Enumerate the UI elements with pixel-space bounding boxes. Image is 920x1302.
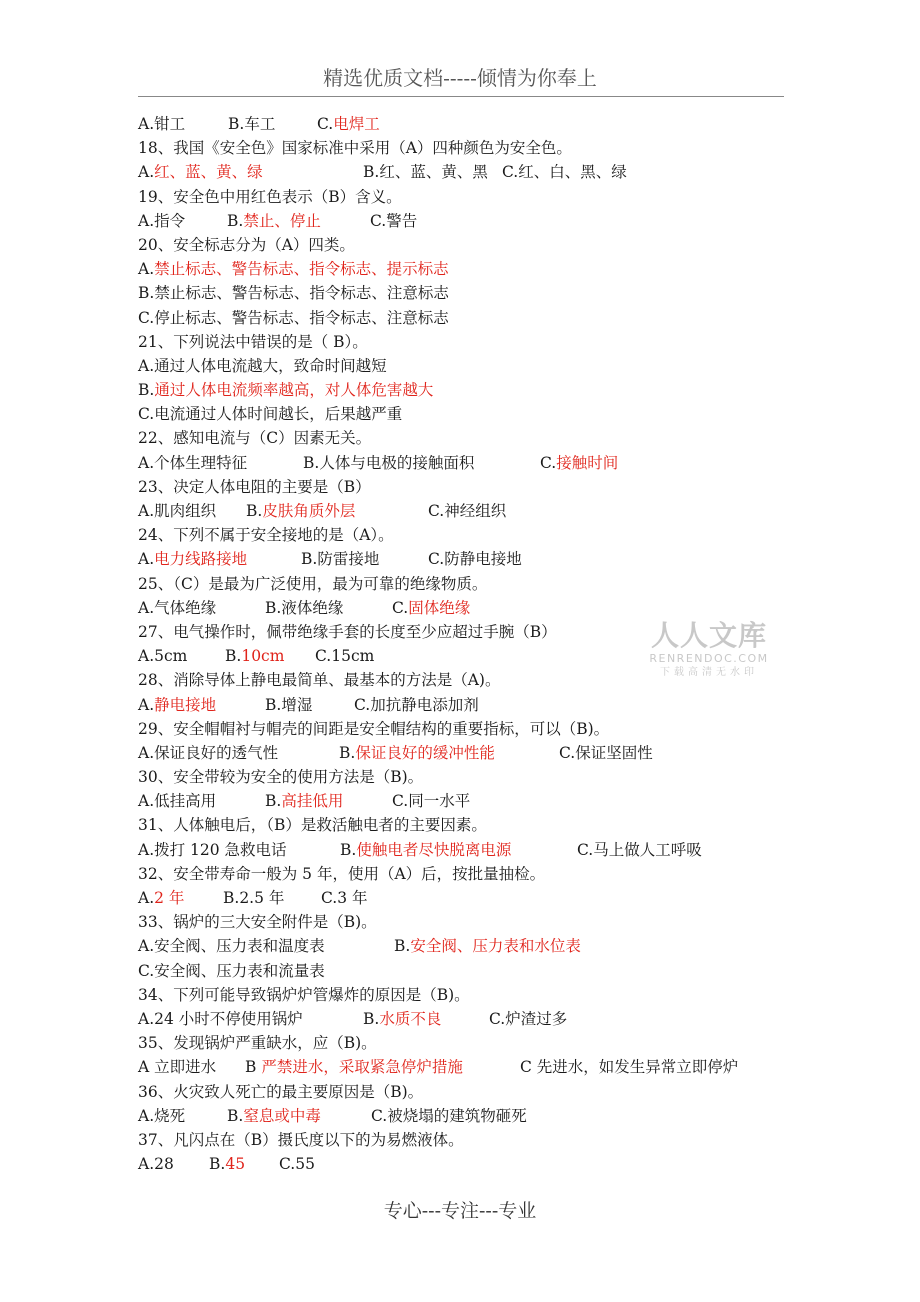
option — [228, 112, 275, 136]
text-line — [138, 1128, 798, 1152]
option-prefix: A.钳工 — [138, 115, 186, 133]
text-line — [138, 475, 798, 499]
correct-answer: 安全阀、压力表和水位表 — [410, 937, 581, 956]
option-prefix: B. — [246, 502, 263, 520]
correct-answer: 固体绝缘 — [408, 598, 471, 617]
option-prefix: A.拨打 120 急救电话 — [138, 840, 287, 859]
option-prefix: 20、安全标志分为（A）四类。 — [138, 235, 355, 254]
option-prefix: A.肌肉组织 — [138, 502, 217, 520]
text-line — [138, 402, 798, 426]
option-prefix: B.红、蓝、黄、黑 — [363, 163, 488, 182]
option-prefix: A.5cm — [138, 647, 188, 666]
option — [227, 209, 321, 233]
text-line — [138, 281, 798, 305]
option-prefix: B. — [340, 840, 357, 859]
option-prefix: C.安全阀、压力表和流量表 — [138, 961, 325, 980]
option — [339, 741, 495, 765]
options-row — [138, 160, 798, 184]
option-prefix: C.加抗静电添加剂 — [354, 695, 479, 714]
line-text — [138, 910, 377, 934]
option-prefix: A.28 — [138, 1155, 174, 1174]
text-line — [138, 233, 798, 257]
text-line — [138, 910, 798, 934]
option-prefix: C.红、白、黑、绿 — [502, 163, 627, 182]
option-prefix: C.神经组织 — [428, 502, 507, 520]
option — [540, 451, 618, 475]
option — [392, 596, 470, 620]
text-line — [138, 306, 798, 330]
options-row — [138, 1152, 798, 1176]
correct-answer: 禁止标志、警告标志、指令标志、提示标志 — [154, 260, 449, 279]
correct-answer: 严禁进水，采取紧急停炉措施 — [261, 1058, 463, 1077]
line-text — [138, 959, 325, 983]
options-row — [138, 1104, 798, 1128]
line-text — [138, 620, 557, 644]
options-row — [138, 596, 798, 620]
correct-answer: 通过人体电流频率越高，对人体危害越大 — [154, 381, 434, 400]
option-prefix: A.气体绝缘 — [138, 598, 217, 617]
option — [138, 838, 287, 862]
option — [223, 886, 284, 910]
options-row — [138, 1055, 798, 1079]
option-prefix: A. — [138, 260, 155, 279]
option — [138, 934, 325, 958]
option-prefix: A.低挂高用 — [138, 792, 217, 811]
watermark-logo — [644, 620, 774, 680]
option — [489, 1007, 567, 1031]
option — [321, 886, 368, 910]
option-prefix: 31、人体触电后，（B）是救活触电者的主要因素。 — [138, 816, 487, 835]
options-row — [138, 741, 798, 765]
option-prefix: 24、下列不属于安全接地的是（A）。 — [138, 526, 394, 545]
option — [138, 547, 247, 571]
text-line — [138, 813, 798, 837]
option-prefix: A. — [138, 163, 155, 182]
option-prefix: 28、消除导体上静电最简单、最基本的方法是（A)。 — [138, 671, 501, 690]
option-prefix: 19、安全色中用红色表示（B）含义。 — [138, 187, 402, 206]
option-prefix: B. — [227, 1106, 244, 1125]
option-prefix: C.警告 — [370, 211, 418, 230]
option — [363, 160, 488, 184]
option-prefix: 33、锅炉的三大安全附件是（B)。 — [138, 913, 377, 932]
option-prefix: 30、安全带较为安全的使用方法是（B)。 — [138, 768, 424, 787]
option-prefix: B. — [209, 1155, 226, 1174]
option-prefix: A 立即进水 — [138, 1058, 217, 1077]
options-row — [138, 693, 798, 717]
options-row — [138, 789, 798, 813]
option-prefix: A.指令 — [138, 211, 186, 230]
option-prefix: A.个体生理特征 — [138, 453, 248, 472]
option — [394, 934, 581, 958]
option-prefix: C.同一水平 — [392, 792, 471, 811]
option — [265, 789, 343, 813]
option-prefix: A.安全阀、压力表和温度表 — [138, 937, 325, 956]
line-text — [138, 426, 371, 450]
text-line — [138, 862, 798, 886]
text-line — [138, 959, 798, 983]
option-prefix: C.防静电接地 — [428, 550, 522, 569]
option-prefix: 29、安全帽帽衬与帽壳的间距是安全帽结构的重要指标，可以（B)。 — [138, 719, 610, 738]
watermark-url: RENRENDOC.COM — [649, 652, 769, 665]
correct-answer: 水质不良 — [379, 1009, 442, 1028]
line-text — [138, 1080, 423, 1104]
text-line — [138, 354, 798, 378]
option-prefix: 25、（C）是最为广泛使用，最为可靠的绝缘物质。 — [138, 574, 488, 593]
option — [138, 644, 187, 668]
correct-answer: 2 年 — [154, 889, 185, 907]
text-line — [138, 136, 798, 160]
line-text — [138, 983, 470, 1007]
option-prefix: B. — [225, 647, 242, 666]
option — [225, 644, 284, 668]
option-prefix: B.液体绝缘 — [265, 598, 344, 617]
option — [301, 547, 379, 571]
option — [138, 886, 184, 910]
option-prefix: B.2.5 年 — [223, 889, 285, 907]
option-prefix: C.停止标志、警告标志、指令标志、注意标志 — [138, 308, 449, 327]
option — [370, 209, 417, 233]
watermark-title: 人人文库 — [650, 619, 767, 652]
option — [138, 1104, 185, 1128]
options-row — [138, 1007, 798, 1031]
option — [315, 644, 374, 668]
text-line — [138, 185, 798, 209]
text-line — [138, 717, 798, 741]
line-text — [138, 862, 545, 886]
line-text — [138, 281, 449, 305]
option-prefix: C. — [392, 598, 409, 617]
option-prefix: 21、下列说法中错误的是（ B）。 — [138, 332, 368, 351]
correct-answer: 静电接地 — [154, 695, 217, 714]
line-text — [138, 1031, 377, 1055]
option-prefix: B. — [339, 743, 356, 762]
option-prefix: C.保证坚固性 — [559, 743, 653, 762]
option-prefix: C.15cm — [315, 647, 375, 666]
option-prefix: C.炉渣过多 — [489, 1009, 568, 1028]
option-prefix: A.通过人体电流越大，致命时间越短 — [138, 356, 387, 375]
text-line — [138, 983, 798, 1007]
option-prefix: B.防雷接地 — [301, 550, 380, 569]
line-text — [138, 136, 572, 160]
option — [138, 596, 216, 620]
line-text — [138, 306, 449, 330]
header-divider — [138, 96, 784, 97]
option — [520, 1055, 738, 1079]
text-line — [138, 523, 798, 547]
option — [138, 789, 216, 813]
option — [392, 789, 470, 813]
options-row — [138, 838, 798, 862]
options-row — [138, 209, 798, 233]
option — [265, 693, 312, 717]
line-text — [138, 257, 449, 281]
options-row — [138, 451, 798, 475]
options-row — [138, 934, 798, 958]
text-line — [138, 257, 798, 281]
option — [502, 160, 627, 184]
option — [265, 596, 343, 620]
option-prefix: B. — [394, 937, 411, 956]
option-prefix: 35、发现锅炉严重缺水，应（B)。 — [138, 1034, 377, 1053]
option — [428, 547, 522, 571]
correct-answer: 红、蓝、黄、绿 — [154, 163, 263, 182]
option-prefix: A.24 小时不停使用锅炉 — [138, 1009, 303, 1028]
correct-answer: 窒息或中毒 — [243, 1106, 321, 1125]
option-prefix: A.烧死 — [138, 1106, 186, 1125]
option-prefix: B. — [265, 792, 282, 811]
option-prefix: C 先进水，如发生异常立即停炉 — [520, 1058, 739, 1077]
text-line — [138, 765, 798, 789]
option-prefix: C.55 — [279, 1155, 315, 1174]
option-prefix: C.马上做人工呼吸 — [577, 840, 702, 859]
option-prefix: B — [245, 1058, 262, 1077]
line-text — [138, 402, 402, 426]
option — [279, 1152, 315, 1176]
option — [428, 499, 506, 523]
option-prefix: B. — [138, 381, 155, 400]
options-row — [138, 112, 798, 136]
option-prefix: A.保证良好的透气性 — [138, 743, 279, 762]
option-prefix: B.禁止标志、警告标志、指令标志、注意标志 — [138, 284, 449, 303]
line-text — [138, 523, 394, 547]
line-text — [138, 354, 387, 378]
line-text — [138, 668, 500, 692]
option — [138, 1152, 174, 1176]
option — [138, 741, 278, 765]
option — [138, 1055, 216, 1079]
line-text — [138, 185, 402, 209]
correct-answer: 接触时间 — [556, 453, 619, 472]
option-prefix: B.增湿 — [265, 695, 313, 714]
option — [340, 838, 511, 862]
correct-answer: 保证良好的缓冲性能 — [355, 743, 495, 762]
option-prefix: C.被烧塌的建筑物砸死 — [371, 1106, 527, 1125]
option-prefix: 34、下列可能导致锅炉炉管爆炸的原因是（B)。 — [138, 985, 470, 1004]
correct-answer: 皮肤角质外层 — [262, 502, 356, 520]
watermark-subtitle: 下载高清无水印 — [660, 667, 758, 678]
option-prefix: 36、火灾致人死亡的最主要原因是（B)。 — [138, 1082, 424, 1101]
option — [303, 451, 474, 475]
text-line — [138, 1080, 798, 1104]
option — [559, 741, 653, 765]
option-prefix: 18、我国《安全色》国家标准中采用（A）四种颜色为安全色。 — [138, 139, 572, 158]
option-prefix: 32、安全带寿命一般为 5 年，使用（A）后，按批量抽检。 — [138, 864, 546, 883]
text-line — [138, 426, 798, 450]
option-prefix: B.人体与电极的接触面积 — [303, 453, 475, 472]
option-prefix: 27、电气操作时，佩带绝缘手套的长度至少应超过手腕（B） — [138, 622, 557, 641]
option-prefix: 37、凡闪点在（B）摄氏度以下的为易燃液体。 — [138, 1130, 464, 1149]
line-text — [138, 475, 371, 499]
option-prefix: B.车工 — [228, 115, 276, 133]
correct-answer: 禁止、停止 — [243, 211, 321, 230]
option — [138, 112, 185, 136]
options-row — [138, 547, 798, 571]
option-prefix: B. — [363, 1009, 380, 1028]
options-row — [138, 499, 798, 523]
text-line — [138, 1031, 798, 1055]
line-text — [138, 330, 368, 354]
option — [138, 160, 263, 184]
option-prefix: C.3 年 — [321, 889, 368, 907]
option — [246, 499, 355, 523]
option — [363, 1007, 441, 1031]
option — [245, 1055, 463, 1079]
option — [138, 451, 247, 475]
option-prefix: A. — [138, 550, 155, 569]
correct-answer: 使触电者尽快脱离电源 — [356, 840, 512, 859]
text-line — [138, 378, 798, 402]
correct-answer: 高挂低用 — [281, 792, 344, 811]
line-text — [138, 572, 487, 596]
line-text — [138, 765, 423, 789]
option — [317, 112, 380, 136]
page-header: 精选优质文档-----倾情为你奉上 — [323, 66, 597, 90]
page-footer: 专心---专注---专业 — [383, 1200, 537, 1222]
option-prefix: C.电流通过人体时间越长，后果越严重 — [138, 405, 403, 424]
option — [371, 1104, 527, 1128]
line-text — [138, 1128, 464, 1152]
option-prefix: B. — [227, 211, 244, 230]
option-prefix: C. — [317, 115, 334, 133]
line-text — [138, 813, 487, 837]
option-prefix: A. — [138, 889, 155, 907]
option — [227, 1104, 321, 1128]
option — [577, 838, 702, 862]
text-line — [138, 572, 798, 596]
correct-answer: 电焊工 — [333, 115, 380, 133]
correct-answer: 电力线路接地 — [154, 550, 248, 569]
option — [354, 693, 479, 717]
options-row — [138, 886, 798, 910]
option — [138, 693, 216, 717]
correct-answer: 45 — [225, 1155, 246, 1174]
option-prefix: C. — [540, 453, 557, 472]
line-text — [138, 378, 433, 402]
option — [209, 1152, 245, 1176]
option — [138, 499, 216, 523]
option-prefix: A. — [138, 695, 155, 714]
correct-answer: 10cm — [241, 647, 285, 666]
option — [138, 209, 185, 233]
line-text — [138, 717, 609, 741]
option-prefix: 23、决定人体电阻的主要是（B） — [138, 477, 371, 496]
option — [138, 1007, 303, 1031]
text-line — [138, 330, 798, 354]
option-prefix: 22、感知电流与（C）因素无关。 — [138, 429, 372, 448]
line-text — [138, 233, 355, 257]
